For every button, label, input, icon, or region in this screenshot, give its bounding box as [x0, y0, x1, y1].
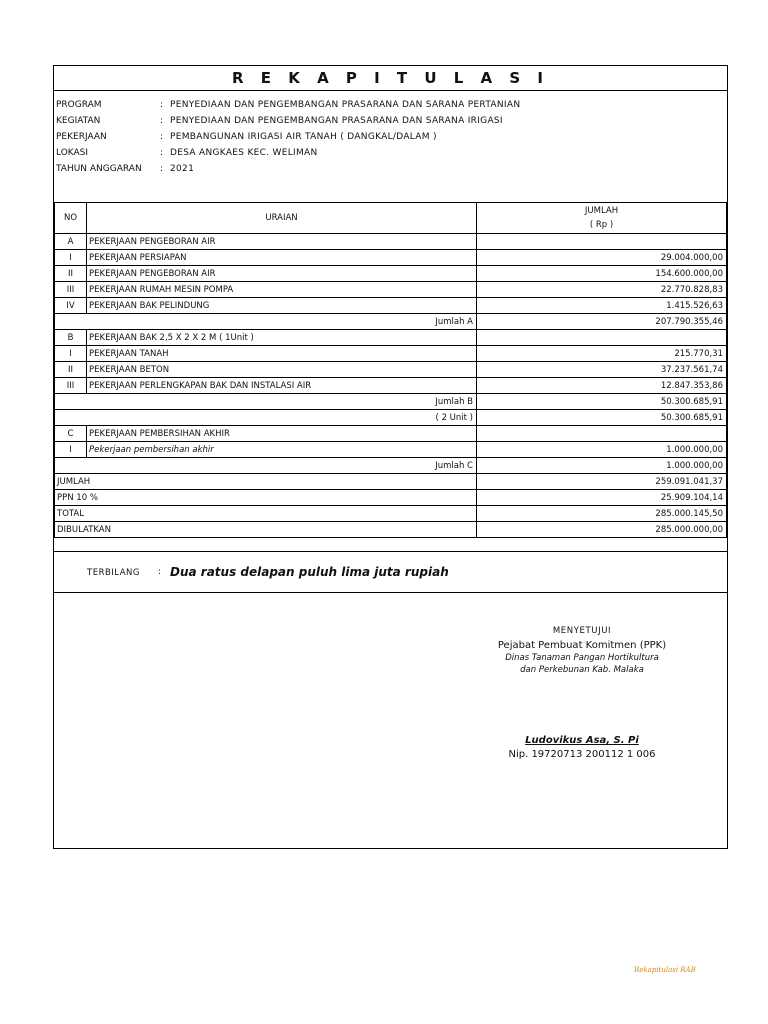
total-value: 25.909.104,14 [477, 490, 727, 506]
subtotal-row [55, 410, 727, 426]
table-row [55, 234, 727, 250]
info-colon: : [160, 100, 164, 110]
row-jumlah: 12.847.353,86 [477, 378, 727, 394]
subtotal-row [55, 394, 727, 410]
table-row [55, 378, 727, 394]
row-uraian: PEKERJAAN BAK PELINDUNG [87, 298, 477, 314]
table-row [55, 298, 727, 314]
header-uraian: URAIAN [87, 203, 477, 234]
row-no: IV [55, 298, 87, 314]
total-row [55, 474, 727, 490]
subtotal-row [55, 458, 727, 474]
row-no: III [55, 378, 87, 394]
total-value: 259.091.041,37 [477, 474, 727, 490]
info-label: KEGIATAN [56, 116, 101, 126]
row-no: I [55, 442, 87, 458]
info-value: PENYEDIAAN DAN PENGEMBANGAN PRASARANA DAN SARANA IRIGASI [170, 116, 503, 126]
signatory-nip: Nip. 19720713 200112 1 006 [508, 749, 656, 760]
row-no: I [55, 250, 87, 266]
table-row [55, 362, 727, 378]
header-no: NO [55, 203, 87, 234]
info-label: PROGRAM [56, 100, 102, 110]
row-no: II [55, 362, 87, 378]
info-row-program [54, 97, 727, 113]
row-uraian: PEKERJAAN PERSIAPAN [87, 250, 477, 266]
row-uraian: PEKERJAAN RUMAH MESIN POMPA [87, 282, 477, 298]
table-header-row [55, 203, 727, 234]
row-uraian: Pekerjaan pembersihan akhir [87, 442, 477, 458]
row-uraian: PEKERJAAN TANAH [87, 346, 477, 362]
row-no: I [55, 346, 87, 362]
info-value: 2021 [170, 164, 195, 174]
row-uraian: PEKERJAAN PENGEBORAN AIR [87, 234, 477, 250]
row-jumlah: 22.770.828,83 [477, 282, 727, 298]
subtotal-row [55, 314, 727, 330]
info-row-tahun-anggaran [54, 161, 727, 177]
row-jumlah: 1.000.000,00 [477, 442, 727, 458]
terbilang-text: Dua ratus delapan puluh lima juta rupiah [170, 565, 449, 579]
info-colon: : [160, 164, 164, 174]
info-value: DESA ANGKAES KEC. WELIMAN [170, 148, 318, 158]
terbilang-colon: : [158, 567, 162, 577]
row-no: III [55, 282, 87, 298]
info-row-kegiatan [54, 113, 727, 129]
signature-block [472, 626, 692, 763]
row-jumlah: 50.300.685,91 [477, 410, 727, 426]
table-row [55, 266, 727, 282]
project-info [54, 97, 727, 177]
row-jumlah: 207.790.355,46 [477, 314, 727, 330]
total-value: 285.000.000,00 [477, 522, 727, 538]
row-jumlah: 154.600.000,00 [477, 266, 727, 282]
agency-line-1: Dinas Tanaman Pangan Hortikultura [505, 653, 659, 663]
row-no: B [55, 330, 87, 346]
row-no: A [55, 234, 87, 250]
row-uraian: PEKERJAAN PERLENGKAPAN BAK DAN INSTALASI AIR [87, 378, 477, 394]
row-uraian: PEKERJAAN PENGEBORAN AIR [87, 266, 477, 282]
total-label: TOTAL [55, 506, 477, 522]
info-colon: : [160, 132, 164, 142]
header-rp-label: ( Rp ) [589, 220, 614, 230]
total-row [55, 506, 727, 522]
table-row [55, 330, 727, 346]
table-body [55, 234, 727, 538]
row-no: C [55, 426, 87, 442]
row-uraian: PEKERJAAN BETON [87, 362, 477, 378]
row-uraian: PEKERJAAN BAK 2,5 X 2 X 2 M ( 1Unit ) [87, 330, 477, 346]
row-jumlah: 29.004.000,00 [477, 250, 727, 266]
table-row [55, 442, 727, 458]
footer-note: Rekapitulasi RAB [634, 966, 696, 974]
subtotal-label: Jumlah B [55, 394, 477, 410]
document-title: R E K A P I T U L A S I [54, 66, 727, 91]
row-jumlah: 215.770,31 [477, 346, 727, 362]
info-row-lokasi [54, 145, 727, 161]
total-label: DIBULATKAN [55, 522, 477, 538]
info-value: PEMBANGUNAN IRIGASI AIR TANAH ( DANGKAL/DALAM ) [170, 132, 437, 142]
info-label: PEKERJAAN [56, 132, 107, 142]
info-colon: : [160, 148, 164, 158]
header-jumlah [477, 203, 727, 234]
row-jumlah [477, 426, 727, 442]
subtotal-label: Jumlah A [55, 314, 477, 330]
total-row [55, 522, 727, 538]
info-row-pekerjaan [54, 129, 727, 145]
approve-label: MENYETUJUI [552, 626, 612, 636]
total-row [55, 490, 727, 506]
signature-space [472, 677, 692, 735]
info-label: TAHUN ANGGARAN [56, 164, 142, 174]
info-label: LOKASI [56, 148, 89, 158]
table-row [55, 426, 727, 442]
terbilang-section [54, 551, 727, 593]
approver-role: Pejabat Pembuat Komitmen (PPK) [497, 640, 667, 651]
terbilang-label: TERBILANG [87, 568, 140, 578]
table-row [55, 346, 727, 362]
subtotal-label: ( 2 Unit ) [55, 410, 477, 426]
total-label: JUMLAH [55, 474, 477, 490]
row-jumlah [477, 234, 727, 250]
row-jumlah [477, 330, 727, 346]
table-row [55, 250, 727, 266]
row-jumlah: 1.415.526,63 [477, 298, 727, 314]
rekap-table [54, 202, 727, 538]
row-no: II [55, 266, 87, 282]
table-row [55, 282, 727, 298]
subtotal-label: Jumlah C [55, 458, 477, 474]
row-jumlah: 37.237.561,74 [477, 362, 727, 378]
signatory-name: Ludovikus Asa, S. Pi [525, 735, 639, 746]
agency-line-2: dan Perkebunan Kab. Malaka [520, 665, 644, 675]
header-jumlah-label: JUMLAH [584, 206, 619, 216]
total-value: 285.000.145,50 [477, 506, 727, 522]
info-value: PENYEDIAAN DAN PENGEMBANGAN PRASARANA DAN SARANA PERTANIAN [170, 100, 521, 110]
row-jumlah: 50.300.685,91 [477, 394, 727, 410]
row-uraian: PEKERJAAN PEMBERSIHAN AKHIR [87, 426, 477, 442]
info-colon: : [160, 116, 164, 126]
document-frame [53, 65, 728, 849]
total-label: PPN 10 % [55, 490, 477, 506]
row-jumlah: 1.000.000,00 [477, 458, 727, 474]
